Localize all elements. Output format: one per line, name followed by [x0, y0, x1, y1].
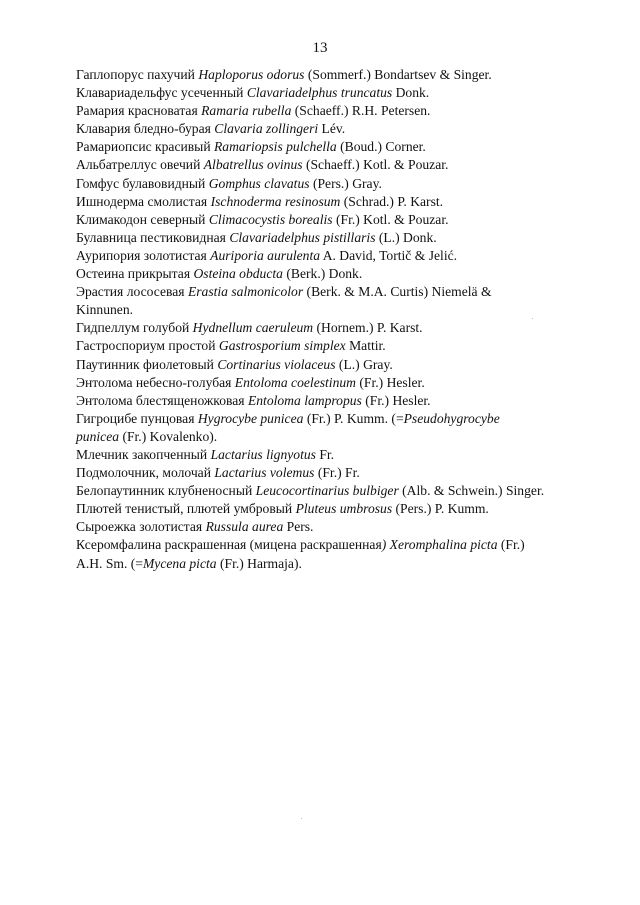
- entry-text: Альбатреллус овечий: [76, 157, 204, 173]
- latin-name: Mycena picta: [142, 555, 217, 571]
- latin-name: Albatrellus ovinus: [203, 157, 303, 173]
- species-entry: [76, 464, 616, 482]
- page-number: 13: [312, 40, 328, 56]
- species-entry: [76, 156, 616, 174]
- scan-speck: [301, 818, 302, 819]
- latin-name: Lactarius lignyotus: [210, 446, 316, 462]
- latin-name: Haploporus odorus: [198, 67, 305, 82]
- latin-name: Entoloma coelestinum: [234, 374, 356, 390]
- species-entry: [76, 283, 616, 301]
- entry-text: Паутинник фиолетовый: [76, 356, 218, 372]
- latin-name: Pluteus umbrosus: [295, 501, 393, 517]
- entry-text: Клавария бледно-бурая: [76, 121, 215, 137]
- entry-text: (Schaeff.) Kotl. & Pouzar.: [302, 157, 449, 173]
- entry-text: (Schrad.) P. Karst.: [340, 193, 444, 209]
- species-entry: [76, 410, 616, 428]
- entry-text: A.H. Sm. (=: [76, 555, 143, 571]
- entry-text: Клавариадельфус усеченный: [76, 85, 247, 101]
- latin-name: Gomphus clavatus: [208, 175, 310, 191]
- entry-text: Pers.: [283, 519, 314, 535]
- entry-text: Эрастия лососевая: [76, 284, 188, 300]
- species-entry: [76, 392, 616, 410]
- entry-text: (Hornem.) P. Karst.: [313, 320, 423, 336]
- entry-text: Булавница пестиковидная: [76, 229, 230, 245]
- entry-text: (Pers.) Gray.: [309, 175, 382, 191]
- latin-name: Lactarius volemus: [214, 465, 315, 481]
- species-entry: [76, 536, 616, 554]
- latin-name: Gastrosporium simplex: [218, 338, 346, 354]
- latin-name: ) Xeromphalina picta: [381, 537, 498, 553]
- species-entry: [76, 247, 616, 265]
- entry-text: Гигроцибе пунцовая: [76, 410, 198, 426]
- entry-text: Гастроспориум простой: [76, 338, 219, 354]
- latin-name: Russula aurea: [205, 519, 284, 535]
- entry-text: Белопаутинник клубненосный: [76, 483, 256, 499]
- entry-text: (Fr.) Kotl. & Pouzar.: [332, 211, 449, 227]
- entry-text: Подмолочник, молочай: [76, 465, 215, 481]
- latin-name: Hydnellum caeruleum: [192, 320, 314, 336]
- species-entry-continuation: [76, 428, 616, 446]
- entry-text: Плютей тенистый, плютей умбровый: [76, 501, 296, 517]
- latin-name: Pseudohygrocybe: [403, 410, 500, 426]
- species-entry: [76, 356, 616, 374]
- entry-text: Энтолома блестященожковая: [76, 392, 248, 408]
- latin-name: Ramaria rubella: [201, 103, 292, 119]
- entry-text: Lév.: [318, 121, 346, 137]
- species-entry: [76, 265, 616, 283]
- species-entry: [76, 193, 616, 211]
- entry-text: Ксеромфалина раскрашенная (мицена раскрашенная: [76, 537, 382, 553]
- entry-text: (Fr.) Fr.: [314, 465, 360, 481]
- species-entry: [76, 482, 616, 500]
- entry-text: Млечник закопченный: [76, 446, 211, 462]
- latin-name: Entoloma lampropus: [247, 392, 362, 408]
- species-entry: [76, 229, 616, 247]
- entry-text: (Schaeff.) R.H. Petersen.: [291, 103, 431, 119]
- entry-text: (Alb. & Schwein.) Singer.: [398, 483, 545, 499]
- entry-text: Рамария красноватая: [76, 103, 202, 119]
- entry-text: (Fr.) P. Kumm. (=: [303, 410, 404, 426]
- entry-text: Гаплопорус пахучий: [76, 67, 199, 82]
- latin-name: Ramariopsis pulchella: [214, 139, 337, 155]
- species-entry: [76, 211, 616, 229]
- latin-name: Clavaria zollingeri: [214, 121, 319, 137]
- species-entry: [76, 84, 616, 102]
- entry-text: (Fr.): [497, 537, 525, 553]
- species-entry-continuation: [76, 301, 616, 319]
- entry-text: (Berk.) Donk.: [282, 266, 363, 282]
- latin-name: Clavariadelphus truncatus: [246, 85, 393, 101]
- entry-text: (L.) Donk.: [375, 229, 437, 245]
- latin-name: Osteina obducta: [193, 266, 283, 282]
- entry-text: Гидпеллум голубой: [76, 320, 193, 336]
- entry-text: Рамариопсис красивый: [76, 139, 214, 155]
- entry-text: Ишнодерма смолистая: [76, 193, 211, 209]
- scan-speck: [532, 318, 533, 319]
- species-entry: [76, 374, 616, 392]
- latin-name: punicea: [76, 428, 120, 444]
- entry-text: Климакодон северный: [76, 211, 209, 227]
- entry-text: (Sommerf.) Bondartsev & Singer.: [304, 67, 492, 82]
- latin-name: Erastia salmonicolor: [187, 284, 304, 300]
- species-entry: [76, 446, 616, 464]
- entry-text: A. David, Tortič & Jelić.: [320, 247, 458, 263]
- species-entry: [76, 319, 616, 337]
- entry-text: Fr.: [315, 446, 335, 462]
- entry-text: Гомфус булавовидный: [76, 175, 209, 191]
- entry-text: (Fr.) Kovalenko).: [119, 428, 218, 444]
- entry-text: Энтолома небесно-голубая: [76, 374, 235, 390]
- latin-name: Ischnoderma resinosum: [210, 193, 341, 209]
- latin-name: Hygrocybe punicea: [197, 410, 304, 426]
- entry-text: (Fr.) Harmaja).: [216, 555, 302, 571]
- species-entry: [76, 102, 616, 120]
- species-entry: [76, 120, 616, 138]
- entry-text: Mattir.: [345, 338, 386, 354]
- entry-text: (L.) Gray.: [335, 356, 393, 372]
- entry-text: Donk.: [392, 85, 430, 101]
- species-entry: [76, 175, 616, 193]
- latin-name: Leucocortinarius bulbiger: [255, 483, 399, 499]
- entry-text: Сыроежка золотистая: [76, 519, 206, 535]
- species-list: [76, 66, 616, 573]
- entry-text: Kinnunen.: [76, 302, 134, 318]
- entry-text: (Berk. & M.A. Curtis) Niemelä &: [303, 284, 492, 300]
- entry-text: (Fr.) Hesler.: [356, 374, 425, 390]
- latin-name: Auriporia aurulenta: [210, 247, 321, 263]
- species-entry: [76, 66, 616, 84]
- latin-name: Cortinarius violaceus: [217, 356, 336, 372]
- latin-name: Clavariadelphus pistillaris: [229, 229, 376, 245]
- entry-text: (Pers.) P. Kumm.: [392, 501, 489, 517]
- species-entry: [76, 337, 616, 355]
- species-entry: [76, 138, 616, 156]
- entry-text: Аурипория золотистая: [76, 247, 211, 263]
- latin-name: Climacocystis borealis: [208, 211, 333, 227]
- species-entry: [76, 518, 616, 536]
- species-entry-continuation: [76, 555, 616, 573]
- entry-text: (Boud.) Corner.: [336, 139, 426, 155]
- entry-text: (Fr.) Hesler.: [361, 392, 431, 408]
- entry-text: Остеина прикрытая: [76, 266, 194, 282]
- species-entry: [76, 500, 616, 518]
